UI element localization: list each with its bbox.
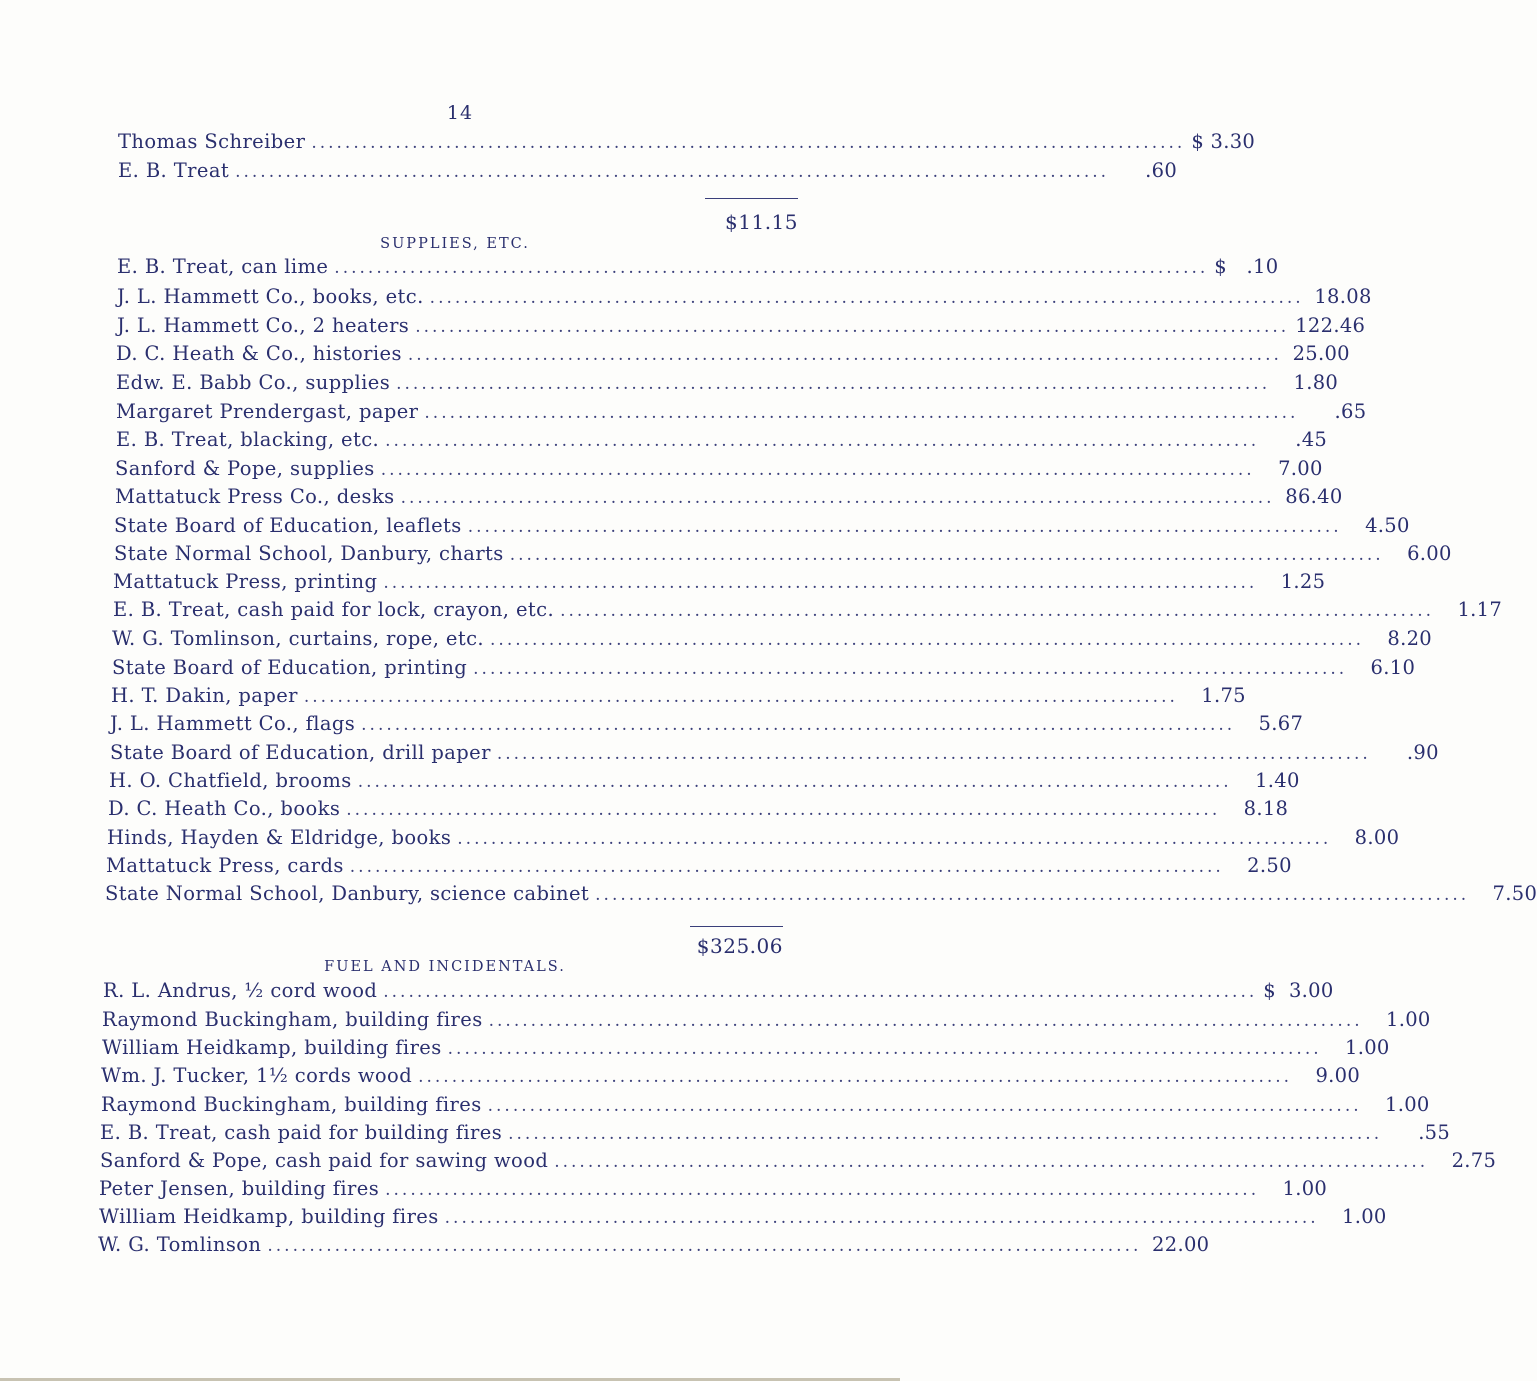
ledger-row [99, 1177, 1328, 1203]
leader-dots: ........................................................................................................ [415, 317, 1290, 337]
row-amount: 18.08 [1314, 285, 1372, 308]
row-label: Mattatuck Press, printing [113, 570, 378, 593]
row-label: H. T. Dakin, paper [111, 684, 298, 707]
ledger-row [113, 570, 1326, 596]
leader-dots: ........................................................................................................ [424, 403, 1299, 423]
leader-dots: ........................................................................................................ [467, 517, 1342, 537]
row-amount: .60 [1145, 159, 1178, 182]
ledger-row [111, 684, 1246, 710]
row-amount: 1.80 [1293, 371, 1339, 394]
row-amount: 1.00 [1342, 1205, 1387, 1228]
ledger-row [116, 400, 1367, 426]
leader-dots: ........................................................................................................ [346, 800, 1221, 820]
row-label: J. L. Hammett Co., flags [110, 712, 356, 735]
leader-dots: ........................................................................................................ [361, 715, 1236, 735]
row-label: Peter Jensen, building fires [99, 1177, 380, 1200]
leader-dots: ........................................................................................................ [429, 288, 1304, 308]
leader-dots: ........................................................................................................ [508, 1124, 1383, 1144]
ledger-row [110, 741, 1439, 767]
ledger-row [100, 1149, 1497, 1175]
row-amount: $ 3.00 [1263, 979, 1334, 1002]
total-rule [705, 198, 798, 199]
row-amount: 86.40 [1285, 485, 1343, 508]
row-label: J. L. Hammett Co., books, etc. [117, 285, 424, 308]
ledger-row [117, 285, 1372, 311]
row-label: Wm. J. Tucker, 1½ cords wood [101, 1064, 413, 1087]
ledger-row [101, 1093, 1430, 1119]
row-label: State Normal School, Danbury, charts [114, 542, 504, 565]
leader-dots: ........................................................................................................ [560, 601, 1435, 621]
page-number: 14 [446, 102, 474, 124]
row-amount: $ 3.30 [1191, 130, 1256, 153]
ledger-row [115, 457, 1323, 483]
row-amount: .45 [1295, 428, 1328, 451]
row-amount: 1.40 [1255, 769, 1300, 792]
row-amount: 4.50 [1365, 514, 1410, 537]
row-amount: 1.17 [1457, 598, 1503, 621]
leader-dots: ........................................................................................................ [385, 1180, 1260, 1200]
ledger-row [117, 314, 1366, 340]
leader-dots: ........................................................................................................ [595, 885, 1470, 905]
ledger-row [117, 255, 1279, 281]
ledger-row [100, 1121, 1451, 1147]
leader-dots: ........................................................................................................ [418, 1067, 1293, 1087]
leader-dots: ........................................................................................................ [385, 431, 1260, 451]
leader-dots: ........................................................................................................ [496, 744, 1371, 764]
ledger-row [116, 342, 1350, 368]
row-amount: 7.00 [1278, 457, 1323, 480]
leader-dots: ........................................................................................................ [490, 630, 1365, 650]
row-label: E. B. Treat, cash paid for lock, crayon, etc. [113, 598, 555, 621]
row-label: Raymond Buckingham, building fires [101, 1093, 482, 1116]
ledger-row [109, 769, 1300, 795]
ledger-row [114, 514, 1410, 540]
row-label: W. G. Tomlinson [98, 1233, 262, 1256]
row-amount: 1.00 [1385, 1093, 1430, 1116]
ledger-row [106, 854, 1292, 880]
row-amount: 5.67 [1258, 712, 1304, 735]
row-amount: 25.00 [1292, 342, 1350, 365]
row-label: E. B. Treat, blacking, etc. [116, 428, 380, 451]
row-label: Thomas Schreiber [118, 130, 306, 153]
leader-dots: ........................................................................................................ [311, 133, 1186, 153]
row-amount: 122.46 [1295, 314, 1366, 337]
leader-dots: ........................................................................................................ [267, 1236, 1142, 1256]
row-amount: 8.20 [1387, 627, 1433, 650]
row-amount: 9.00 [1315, 1064, 1361, 1087]
ledger-row [107, 826, 1400, 852]
ledger-row [102, 1008, 1431, 1034]
leader-dots: ........................................................................................................ [473, 659, 1348, 679]
row-label: D. C. Heath & Co., histories [116, 342, 402, 365]
row-label: State Normal School, Danbury, science cabinet [105, 882, 590, 905]
row-amount: 1.00 [1345, 1036, 1390, 1059]
leader-dots: ........................................................................................................ [334, 258, 1209, 278]
row-amount: 6.10 [1370, 656, 1416, 679]
row-amount: 1.00 [1282, 1177, 1328, 1200]
leader-dots: ........................................................................................................ [447, 1039, 1322, 1059]
row-label: State Board of Education, leaflets [114, 514, 462, 537]
ledger-row [118, 159, 1178, 185]
ledger-row [113, 598, 1503, 624]
row-amount: 2.50 [1247, 854, 1292, 877]
row-label: Hinds, Hayden & Eldridge, books [107, 826, 452, 849]
row-amount: 8.18 [1243, 797, 1289, 820]
row-amount: .90 [1406, 741, 1439, 764]
row-amount: 2.75 [1451, 1149, 1497, 1172]
leader-dots: ........................................................................................................ [383, 573, 1258, 593]
ledger-row [103, 979, 1334, 1005]
row-amount: 1.00 [1386, 1008, 1431, 1031]
ledger-row [116, 371, 1339, 397]
ledger-row [101, 1064, 1361, 1090]
row-label: E. B. Treat [118, 159, 230, 182]
leader-dots: ........................................................................................................ [235, 162, 1110, 182]
leader-dots: ........................................................................................................ [349, 857, 1224, 877]
row-label: D. C. Heath Co., books [108, 797, 341, 820]
row-label: William Heidkamp, building fires [99, 1205, 439, 1228]
leader-dots: ........................................................................................................ [509, 545, 1384, 565]
row-amount: 6.00 [1407, 542, 1452, 565]
ledger-row [112, 627, 1433, 653]
row-label: State Board of Education, drill paper [110, 741, 491, 764]
ledger-row [110, 712, 1304, 738]
leader-dots: ........................................................................................................ [487, 1096, 1362, 1116]
ledger-row [99, 1205, 1387, 1231]
row-label: William Heidkamp, building fires [102, 1036, 442, 1059]
section-total: $325.06 [696, 934, 783, 958]
row-amount: 1.75 [1201, 684, 1246, 707]
leader-dots: ........................................................................................................ [457, 829, 1332, 849]
row-amount: 8.00 [1354, 826, 1400, 849]
ledger-row [116, 428, 1328, 454]
row-amount: .55 [1418, 1121, 1451, 1144]
total-rule [690, 926, 783, 927]
leader-dots: ........................................................................................................ [444, 1208, 1319, 1228]
leader-dots: ........................................................................................................ [380, 460, 1255, 480]
leader-dots: ........................................................................................................ [383, 982, 1258, 1002]
row-label: W. G. Tomlinson, curtains, rope, etc. [112, 627, 485, 650]
leader-dots: ........................................................................................................ [488, 1011, 1363, 1031]
ledger-row [112, 656, 1416, 682]
leader-dots: ........................................................................................................ [400, 488, 1275, 508]
section-heading-fuel: FUEL AND INCIDENTALS. [324, 959, 566, 975]
row-label: Mattatuck Press Co., desks [115, 485, 395, 508]
section-heading-supplies: SUPPLIES, ETC. [380, 236, 530, 252]
leader-dots: ........................................................................................................ [396, 374, 1271, 394]
row-label: R. L. Andrus, ½ cord wood [103, 979, 378, 1002]
ledger-row [102, 1036, 1390, 1062]
ledger-row [115, 485, 1343, 511]
ledger-row [105, 882, 1537, 908]
section-total: $11.15 [725, 210, 798, 234]
row-amount: .65 [1334, 400, 1367, 423]
row-amount: 7.50 [1492, 882, 1537, 905]
ledger-row [98, 1233, 1210, 1259]
row-label: H. O. Chatfield, brooms [109, 769, 352, 792]
leader-dots: ........................................................................................................ [357, 772, 1232, 792]
row-amount: $ .10 [1214, 255, 1279, 278]
row-label: J. L. Hammett Co., 2 heaters [117, 314, 410, 337]
row-label: Sanford & Pope, supplies [115, 457, 375, 480]
ledger-row [114, 542, 1452, 568]
row-amount: 1.25 [1280, 570, 1326, 593]
row-label: Edw. E. Babb Co., supplies [116, 371, 391, 394]
ledger-row [108, 797, 1289, 823]
leader-dots: ........................................................................................................ [407, 345, 1282, 365]
leader-dots: ........................................................................................................ [303, 687, 1178, 707]
row-label: E. B. Treat, cash paid for building fires [100, 1121, 503, 1144]
row-label: Sanford & Pope, cash paid for sawing wood [100, 1149, 549, 1172]
row-label: Mattatuck Press, cards [106, 854, 344, 877]
row-label: Margaret Prendergast, paper [116, 400, 419, 423]
row-label: Raymond Buckingham, building fires [102, 1008, 483, 1031]
ledger-row [118, 130, 1256, 156]
leader-dots: ........................................................................................................ [554, 1152, 1429, 1172]
row-label: E. B. Treat, can lime [117, 255, 329, 278]
row-label: State Board of Education, printing [112, 656, 468, 679]
row-amount: 22.00 [1152, 1233, 1210, 1256]
